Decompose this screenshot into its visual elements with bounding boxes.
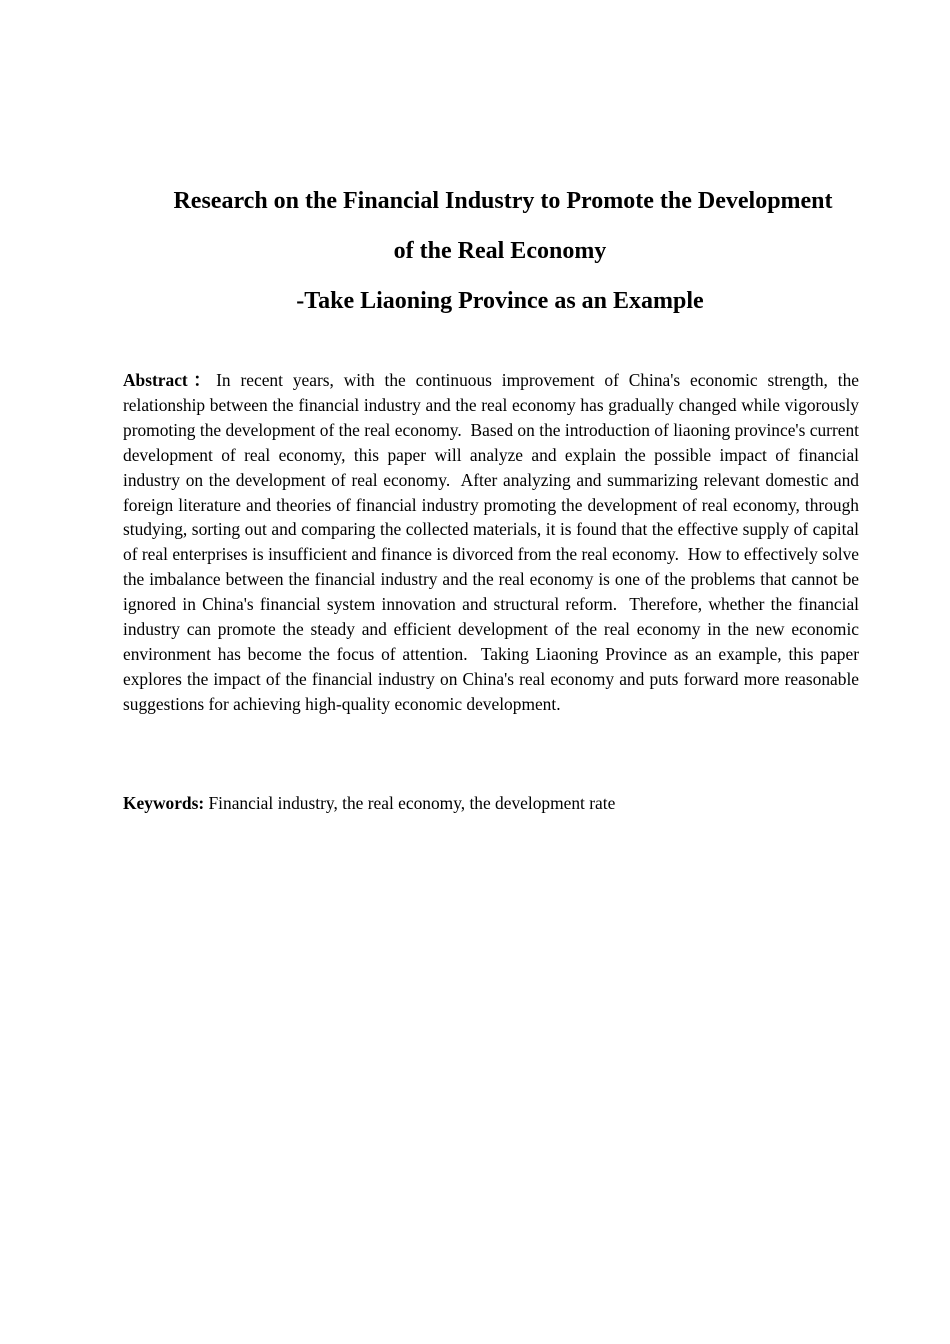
abstract-label: Abstract <box>123 370 188 390</box>
subtitle: -Take Liaoning Province as an Example <box>296 288 704 314</box>
keywords-paragraph <box>123 791 859 816</box>
keywords-label: Keywords: <box>123 793 205 813</box>
abstract-paragraph <box>123 368 864 717</box>
abstract-text: In recent years, with the continuous improvement of China's economic strength, the relationship between the financial industry and the real economy has gradually changed while vigorously promoting the development of the real economy. Based on the introduction of liaoning province's current development of real economy, this paper will analyze and explain the possible impact of financial industry on the development of real economy. After analyzing and summarizing relevant domestic and foreign literature and theories of financial industry promoting the development of real economy, through studying, sorting out and comparing the collected materials, it is found that the effective supply of capital of real enterprises is insufficient and finance is divorced from the real economy. How to effectively solve the imbalance between the financial industry and the real economy is one of the problems that cannot be ignored in China's financial system innovation and structural reform. Therefore, whether the financial industry can promote the steady and efficient development of the real economy in the new economic environment has become the focus of attention. Taking Liaoning Province as an example, this paper explores the impact of the financial industry on China's real economy and puts forward more reasonable suggestions for achieving high-quality economic development. <box>123 370 864 714</box>
title-line-1: Research on the Financial Industry to Promote the Development <box>173 188 833 214</box>
title-line-2: of the Real Economy <box>393 238 607 264</box>
abstract-separator: ： <box>187 370 217 390</box>
title-block <box>100 176 900 326</box>
keywords-text: Financial industry, the real economy, the development rate <box>208 793 616 813</box>
